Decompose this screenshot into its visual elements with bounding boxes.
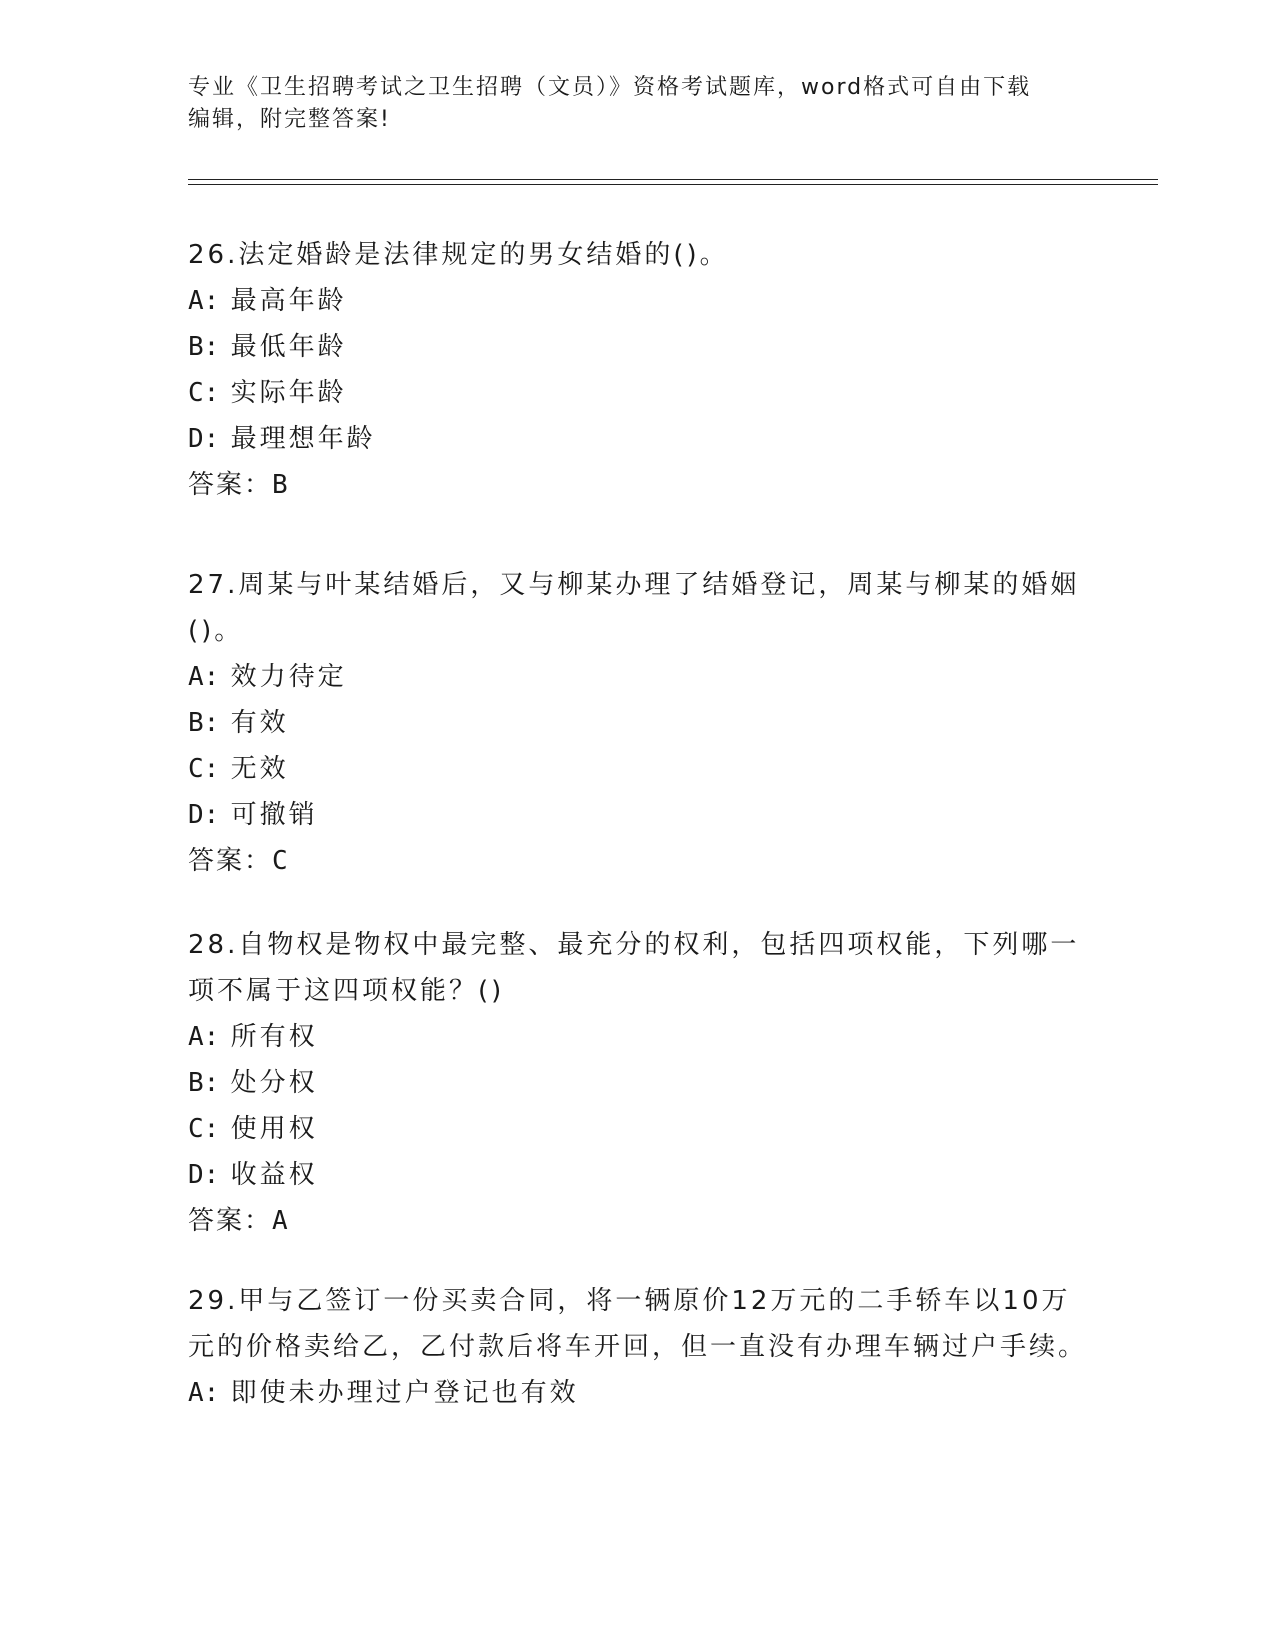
option-a bbox=[188, 654, 1088, 700]
answer-value: B bbox=[272, 470, 291, 500]
option-label: A: bbox=[188, 1022, 220, 1052]
option-text: 效力待定 bbox=[230, 662, 347, 692]
option-label: C: bbox=[188, 378, 220, 408]
option-label: B: bbox=[188, 1068, 220, 1098]
option-text: 无效 bbox=[230, 754, 289, 784]
option-a bbox=[188, 1370, 1088, 1416]
header-divider-bottom bbox=[188, 184, 1158, 185]
answer-line bbox=[188, 838, 1088, 884]
answer-label: 答案： bbox=[188, 470, 273, 500]
option-text: 可撤销 bbox=[230, 800, 318, 830]
option-text: 所有权 bbox=[230, 1022, 318, 1052]
option-d bbox=[188, 416, 1088, 462]
option-label: C: bbox=[188, 754, 220, 784]
header-line-1: 专业《卫生招聘考试之卫生招聘（文员）》资格考试题库，word格式可自由下载 bbox=[188, 75, 1032, 100]
option-c bbox=[188, 1106, 1088, 1152]
header-line-2: 编辑，附完整答案! bbox=[188, 107, 391, 132]
option-d bbox=[188, 792, 1088, 838]
option-text: 最高年龄 bbox=[230, 286, 347, 316]
question-stem: 27.周某与叶某结婚后，又与柳某办理了结婚登记，周某与柳某的婚姻()。 bbox=[188, 570, 1080, 646]
option-d bbox=[188, 1152, 1088, 1198]
option-label: B: bbox=[188, 708, 220, 738]
option-label: D: bbox=[188, 800, 220, 830]
option-text: 即使未办理过户登记也有效 bbox=[230, 1378, 579, 1408]
answer-label: 答案： bbox=[188, 846, 273, 876]
answer-line bbox=[188, 462, 1088, 508]
question-27 bbox=[188, 562, 1088, 884]
option-text: 最理想年龄 bbox=[230, 424, 376, 454]
option-a bbox=[188, 1014, 1088, 1060]
answer-label: 答案： bbox=[188, 1206, 273, 1236]
option-b bbox=[188, 324, 1088, 370]
question-28 bbox=[188, 922, 1088, 1244]
option-c bbox=[188, 370, 1088, 416]
option-a bbox=[188, 278, 1088, 324]
answer-line bbox=[188, 1198, 1088, 1244]
question-29 bbox=[188, 1278, 1088, 1416]
document-header bbox=[188, 72, 1068, 136]
question-stem: 29.甲与乙签订一份买卖合同，将一辆原价12万元的二手轿车以10万元的价格卖给乙，乙付款后将车开回，但一直没有办理车辆过户手续。 bbox=[188, 1286, 1088, 1362]
option-label: A: bbox=[188, 1378, 220, 1408]
option-text: 使用权 bbox=[230, 1114, 318, 1144]
answer-value: A bbox=[272, 1206, 291, 1236]
option-label: D: bbox=[188, 424, 220, 454]
option-label: D: bbox=[188, 1160, 220, 1190]
option-c bbox=[188, 746, 1088, 792]
option-label: A: bbox=[188, 662, 220, 692]
option-label: A: bbox=[188, 286, 220, 316]
option-text: 最低年龄 bbox=[230, 332, 347, 362]
option-text: 收益权 bbox=[230, 1160, 318, 1190]
option-text: 处分权 bbox=[230, 1068, 318, 1098]
option-b bbox=[188, 1060, 1088, 1106]
option-label: B: bbox=[188, 332, 220, 362]
option-text: 实际年龄 bbox=[230, 378, 347, 408]
option-label: C: bbox=[188, 1114, 220, 1144]
option-b bbox=[188, 700, 1088, 746]
question-26 bbox=[188, 232, 1088, 508]
question-stem: 28.自物权是物权中最完整、最充分的权利，包括四项权能，下列哪一项不属于这四项权能？() bbox=[188, 930, 1080, 1006]
option-text: 有效 bbox=[230, 708, 289, 738]
question-stem: 26.法定婚龄是法律规定的男女结婚的()。 bbox=[188, 240, 729, 270]
header-divider-top bbox=[188, 179, 1158, 180]
answer-value: C bbox=[272, 846, 291, 876]
